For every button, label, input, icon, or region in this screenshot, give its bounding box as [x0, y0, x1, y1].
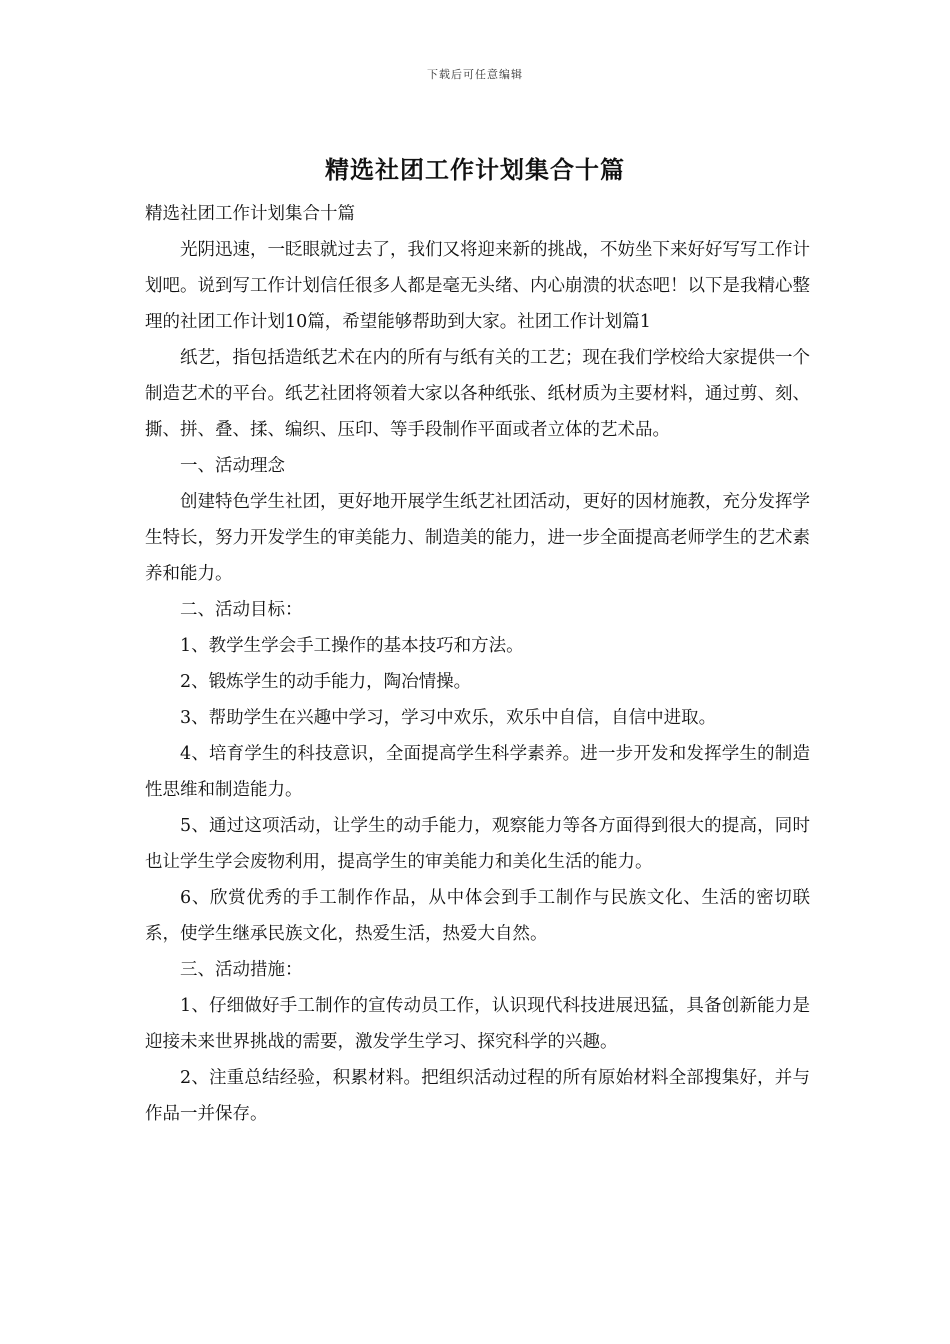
paragraph-subtitle: 精选社团工作计划集合十篇 — [145, 204, 355, 224]
list-item-goal-5: 5、通过这项活动，让学生的动手能力，观察能力等各方面得到很大的提高，同时也让学生学会废物利用，提高学生的审美能力和美化生活的能力。 — [145, 816, 810, 872]
list-item-goal-6: 6、欣赏优秀的手工制作作品，从中体会到手工制作与民族文化、生活的密切联系，使学生继承民族文化，热爱生活，热爱大自然。 — [145, 888, 810, 944]
section-heading-goals: 二、活动目标： — [180, 600, 303, 620]
paragraph-paper-art: 纸艺，指包括造纸艺术在内的所有与纸有关的工艺；现在我们学校给大家提供一个制造艺术的平台。纸艺社团将领着大家以各种纸张、纸材质为主要材料，通过剪、刻、撕、拼、叠、揉、编织、压印、等手段制作平面或者立体的艺术品。 — [145, 348, 810, 440]
list-item-goal-2: 2、锻炼学生的动手能力，陶冶情操。 — [180, 672, 472, 692]
section-heading-concept: 一、活动理念 — [180, 456, 285, 476]
list-item-measure-1: 1、仔细做好手工制作的宣传动员工作，认识现代科技进展迅猛，具备创新能力是迎接未来世界挑战的需要，激发学生学习、探究科学的兴趣。 — [145, 996, 810, 1052]
document-title: 精选社团工作计划集合十篇 — [325, 155, 625, 184]
document-body — [145, 196, 810, 1132]
section-heading-measures: 三、活动措施： — [180, 960, 303, 980]
list-item-goal-1: 1、教学生学会手工操作的基本技巧和方法。 — [180, 636, 524, 656]
page-header-note: 下载后可任意编辑 — [427, 68, 523, 81]
list-item-measure-2: 2、注重总结经验，积累材料。把组织活动过程的所有原始材料全部搜集好，并与作品一并保存。 — [145, 1068, 810, 1124]
paragraph-intro: 光阴迅速，一眨眼就过去了，我们又将迎来新的挑战，不妨坐下来好好写写工作计划吧。说到写工作计划信任很多人都是毫无头绪、内心崩溃的状态吧！以下是我精心整理的社团工作计划10篇，希望能够帮助到大家。社团工作计划篇1 — [145, 240, 810, 332]
list-item-goal-4: 4、培育学生的科技意识，全面提高学生科学素养。进一步开发和发挥学生的制造性思维和制造能力。 — [145, 744, 810, 800]
paragraph-concept: 创建特色学生社团，更好地开展学生纸艺社团活动，更好的因材施教，充分发挥学生特长，努力开发学生的审美能力、制造美的能力，进一步全面提高老师学生的艺术素养和能力。 — [145, 492, 810, 584]
list-item-goal-3: 3、帮助学生在兴趣中学习，学习中欢乐，欢乐中自信，自信中进取。 — [180, 708, 717, 728]
